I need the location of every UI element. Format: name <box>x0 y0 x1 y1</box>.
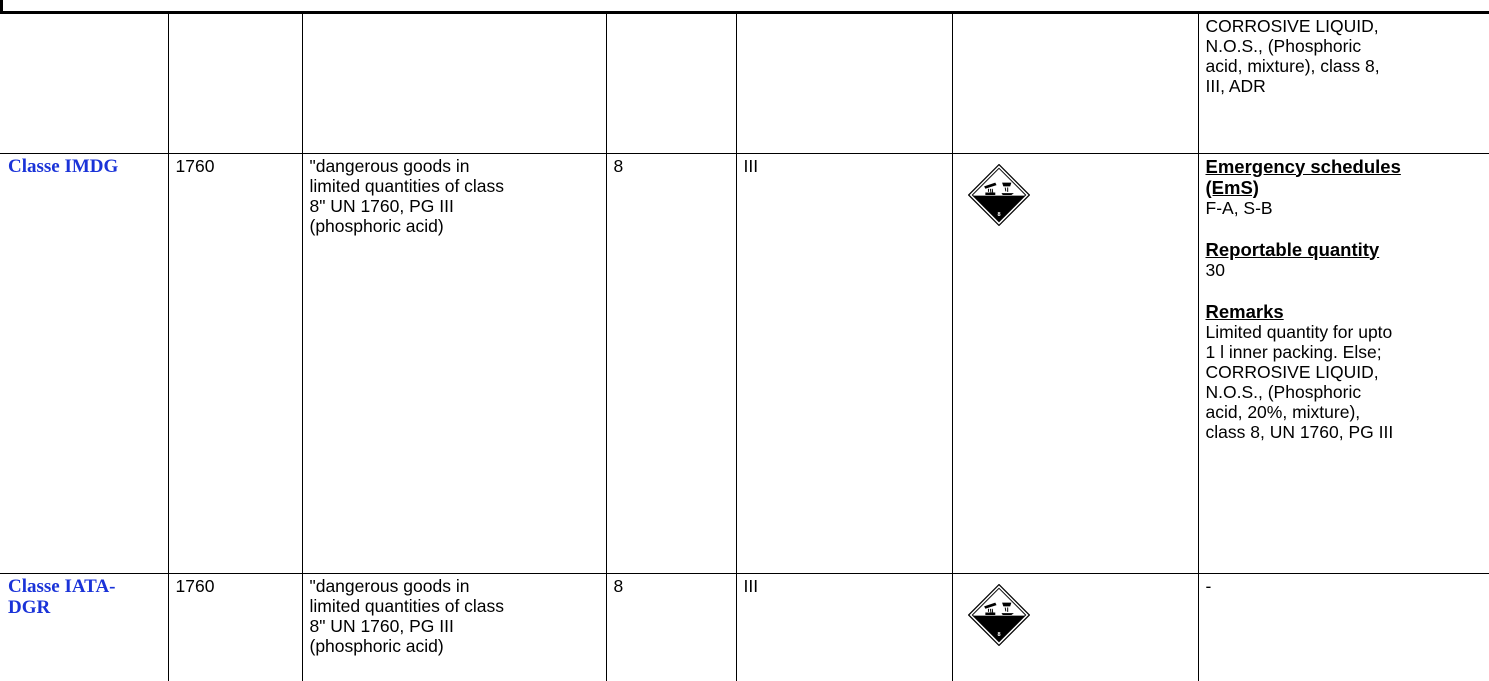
shipping-name-cell: "dangerous goods in limited quantities of class 8" UN 1760, PG III (phosphoric acid) <box>302 573 606 681</box>
regulation-cell <box>0 14 168 153</box>
additional-info-cell: CORROSIVE LIQUID, N.O.S., (Phosphoric acid, mixture), class 8, III, ADR <box>1198 14 1489 153</box>
regulation-cell <box>0 153 168 573</box>
remarks-heading: Remarks <box>1205 300 1284 322</box>
remarks-value: Limited quantity for upto 1 l inner packing. Else; CORROSIVE LIQUID, N.O.S., (Phosphoric acid, 20%, mixture), class 8, UN 1760, PG III <box>1205 321 1394 442</box>
shipping-name-cell: "dangerous goods in limited quantities of class 8" UN 1760, PG III (phosphoric acid) <box>302 153 606 573</box>
ems-value: F-A, S-B <box>1205 197 1273 218</box>
shipping-name-cell <box>302 14 606 153</box>
packing-group-cell: III <box>736 573 952 681</box>
hazard-class-cell: 8 <box>606 153 736 573</box>
un-number-cell <box>168 14 302 153</box>
table-row <box>0 153 1489 573</box>
pictogram-number: 8 <box>996 211 1001 218</box>
hazard-class-cell <box>606 14 736 153</box>
additional-info-cell <box>1198 153 1489 573</box>
transport-info-table <box>0 14 1489 681</box>
corrosive-class-8-icon <box>968 164 1030 226</box>
rq-value: 30 <box>1205 259 1225 280</box>
corrosive-class-8-icon <box>968 584 1030 646</box>
un-number-cell: 1760 <box>168 573 302 681</box>
pictogram-cell <box>952 573 1198 681</box>
packing-group-cell: III <box>736 153 952 573</box>
table-row <box>0 14 1489 153</box>
packing-group-cell <box>736 14 952 153</box>
rq-heading: Reportable quantity <box>1205 238 1380 260</box>
regulation-link-imdg[interactable]: Classe IMDG <box>8 155 119 177</box>
pictogram-number: 8 <box>996 631 1001 638</box>
un-number-cell: 1760 <box>168 153 302 573</box>
pictogram-cell <box>952 14 1198 153</box>
hazard-class-cell: 8 <box>606 573 736 681</box>
ems-heading: Emergency schedules (EmS) <box>1205 155 1401 198</box>
table-top-frame <box>0 0 1489 14</box>
pictogram-cell <box>952 153 1198 573</box>
table-row <box>0 573 1489 681</box>
regulation-link-iata[interactable]: Classe IATA- DGR <box>8 575 116 618</box>
regulation-cell <box>0 573 168 681</box>
additional-info-cell: - <box>1198 573 1489 681</box>
